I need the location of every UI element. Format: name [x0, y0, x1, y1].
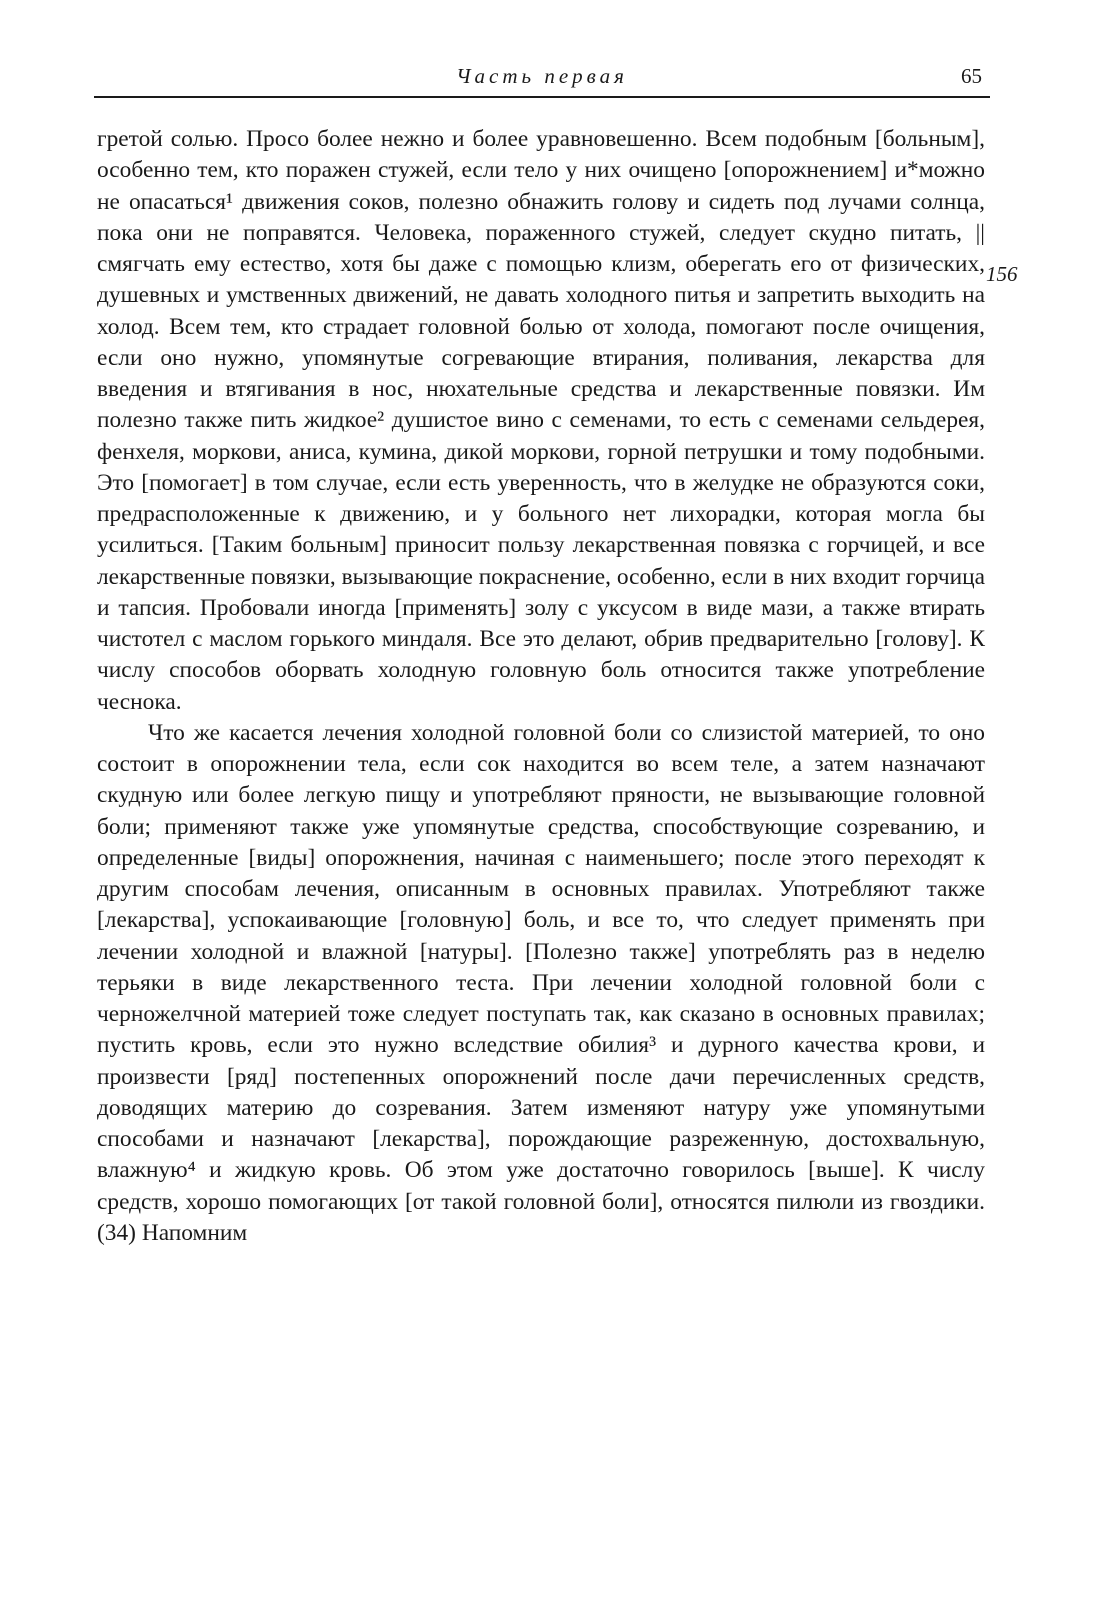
body-text: [97, 124, 985, 1249]
paragraph-1: гретой солью. Просо более нежно и более уравновешенно. Всем подобным [больным], особенно тем, кто поражен стужей, если тело у них очищено [опорожнением] и*можно не опасаться¹ движения соков, полезно обнажить голову и сидеть под лучами солнца, пока они не поправятся. Человека, пораженного стужей, следует скудно питать, || смягчать ему естество, хотя бы даже с помощью клизм, оберегать его от физических, душевных и умственных движений, не давать холодного питья и запретить выходить на холод. Всем тем, кто страдает головной болью от холода, помогают после очищения, если оно нужно, упомянутые согревающие втирания, поливания, лекарства для введения и втягивания в нос, нюхательные средства и лекарственные повязки. Им полезно также пить жидкое² душистое вино с семенами, то есть с семенами сельдерея, фенхеля, моркови, аниса, кумина, дикой моркови, горной петрушки и тому подобными. Это [помогает] в том случае, если есть уверенность, что в желудке не образуются соки, предрасположенные к движению, и у больного нет лихорадки, которая могла бы усилиться. [Таким больным] приносит пользу лекарственная повязка с горчицей, и все лекарственные повязки, вызывающие покраснение, особенно, если в них входит горчица и тапсия. Пробовали иногда [применять] золу с уксусом в виде мази, а также втирать чистотел с маслом горького миндаля. Все это делают, обрив предварительно [голову]. К числу способов оборвать холодную головную боль относится также употребление чеснока.: [97, 126, 985, 715]
page-number: 65: [961, 64, 982, 88]
margin-note: 156: [986, 262, 1018, 286]
paragraph-2: Что же касается лечения холодной головной боли со слизистой материей, то оно состоит в опорожнении тела, если сок находится во всем теле, а затем назначают скудную или более легкую пищу и употребляют пряности, не вызывающие головной боли; применяют также уже упомянутые средства, способствующие созреванию, и определенные [виды] опорожнения, начиная с наименьшего; после этого переходят к другим способам лечения, описанным в основных правилах. Употребляют также [лекарства], успокаивающие [головную] боль, и все то, что следует применять при лечении холодной и влажной [натуры]. [Полезно также] употреблять раз в неделю терьяки в виде лекарственного теста. При лечении холодной головной боли с черножелчной материей тоже следует поступать так, как сказано в основных правилах; пустить кровь, если это нужно вследствие обилия³ и дурного качества крови, и произвести [ряд] постепенных опорожнений после дачи перечисленных средств, доводящих материю до созревания. Затем изменяют натуру уже упомянутыми способами и назначают [лекарства], порождающие разреженную, достохвальную, влажную⁴ и жидкую кровь. Об этом уже достаточно говорилось [выше]. К числу средств, хорошо помогающих [от такой головной боли], относятся пилюли из гвоздики. (34) Напомним: [97, 719, 985, 1246]
page-header: [94, 60, 990, 98]
running-title: Часть первая: [456, 64, 628, 88]
